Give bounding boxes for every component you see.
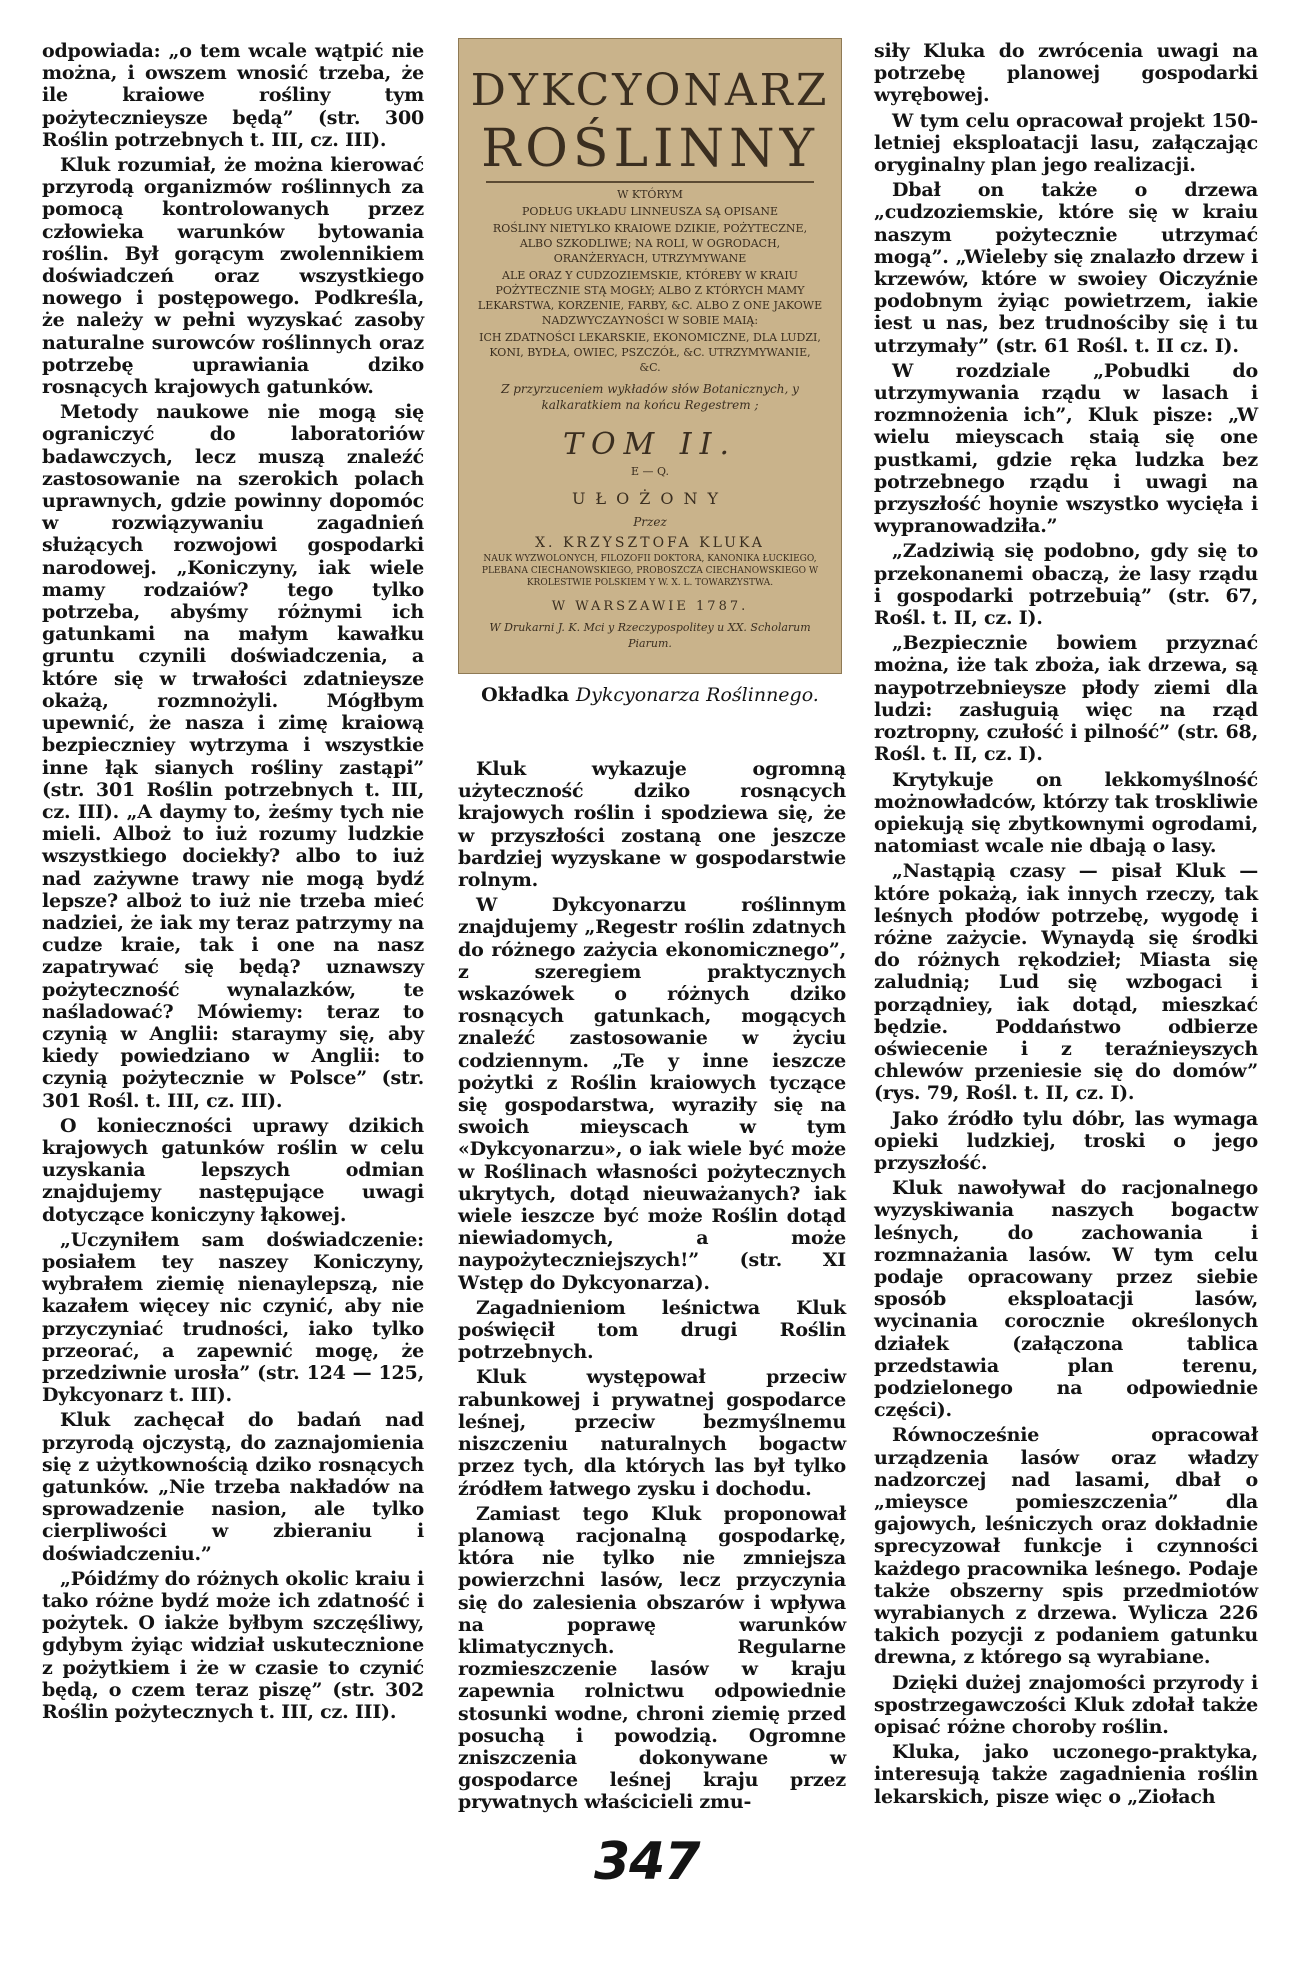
cover-author-titles: NAUK WYZWOLONYCH, FILOZOFII DOKTORA, KANONIKA ŁUCKIEGO, PLEBANA CIECHANOWSKIEGO, PROBOSZCZA CIECHANOWSKIEGO W KROLESTWIE POLSKIEM Y W. X. L. TOWARZYSTWA. <box>481 554 819 588</box>
cover-title-2: ROŚLINNY <box>481 119 819 179</box>
paragraph: Kluk występował przeciw rabunkowej i prywatnej gospodarce leśnej, przeciw bezmyślnemu niszczeniu naturalnych bogactw przez tych, dla których las był tylko źródłem łatwego zysku i dochodu. <box>458 1366 846 1500</box>
cover-line: Z przyrzuceniem wykładów słów Botanicznych, y kalkaratkiem na końcu Regestrem ; <box>501 382 799 412</box>
paragraph: Dbał on także o drzewa „cudzoziemskie, które się w kraiu naszym pożytecznie utrzymać mogą”. „Wieleby się znalazło drzew i krzewów, które w swoiey Oiczyźnie podobnym żyiąc powietrzem, iakie iest u nas, bez trudnościby się i tu utrzymały” (str. 61 Rośl. t. II cz. I). <box>874 179 1258 357</box>
paragraph: Kluk wykazuje ogromną użyteczność dziko rosnących krajowych roślin i spodziewa się, że w przyszłości zostaną one jeszcze bardziej wyzyskane w gospodarstwie rolnym. <box>458 758 846 892</box>
paragraph: „Zadziwią się podobno, gdy się to przekonanemi obaczą, że lasy rządu i gospodarki potrzebuią” (str. 67, Rośl. t. II, cz. I). <box>874 540 1258 630</box>
paragraph: Zamiast tego Kluk proponował planową racjonalną gospodarkę, która nie tylko nie zmniejsza powierzchni lasów, lecz przyczynia się do zalesienia obszarów i wpływa na poprawę warunków klimatycznych. Regularne rozmieszczenie lasów w kraju zapewnia rolnictwu odpowiednie stosunki wodne, chroni ziemię przed posuchą i powodzią. Ogromne zniszczenia dokonywane w gospodarce leśnej kraju przez prywatnych właścicieli zmu- <box>458 1502 846 1814</box>
cover-przez: Przez <box>633 515 667 529</box>
paragraph: „Uczyniłem sam doświadczenie: posiałem tey naszey Koniczyny, wybrałem ziemię nienaylepszą, nie kazałem więcey nic czynić, aby nie przyczyniać trudności, iako tylko przeorać, a zapewnić mogę, że przedziwnie urosła” (str. 124 — 125, Dykcyonarz t. III). <box>42 1228 424 1407</box>
image-caption <box>458 684 842 707</box>
cover-line: ROŚLINY NIETYLKO KRAIOWE DZIKIE, POŻYTECZNE, ALBO SZKODLIWE; NA ROLI, W OGRODACH, ORANŻERYACH, UTRZYMYWANE <box>492 222 808 265</box>
paragraph: Zagadnieniom leśnictwa Kluk poświęcił tom drugi Roślin potrzebnych. <box>458 1296 846 1364</box>
paragraph: Kluk zachęcał do badań nad przyrodą ojczystą, do zaznajomienia się z użytkownością dziko rosnących gatunków. „Nie trzeba nakładów na sprowadzenie nasion, ale tylko cierpliwości w zbieraniu i doświadczeniu.” <box>42 1409 424 1565</box>
cover-line: ICH ZDATNOŚCI LEKARSKIE, EKONOMICZNE, DLA LUDZI, KONI, BYDŁA, OWIEC, PSZCZÓŁ, &C. UTRZYMYWANIE, &C. <box>479 331 821 374</box>
paragraph: W rozdziale „Pobudki do utrzymywania rządu w lasach i rozmnożenia ich”, Kluk pisze: „W wielu mieyscach staią się one pustkami, gdzie ręka ludzka bez potrzebnego rządu i uwagi na przyszłość hoynie wszystko wycięła i wypranowadziła.” <box>874 359 1258 538</box>
paragraph: siły Kluka do zwrócenia uwagi na potrzebę planowej gospodarki wyrębowej. <box>874 40 1258 107</box>
cover-ulozony: UŁOŻONY <box>571 489 729 508</box>
cover-volume: TOM II. <box>562 427 738 462</box>
paragraph: O konieczności uprawy dzikich krajowych gatunków roślin w celu uzyskania lepszych odmian znajdujemy następujące uwagi dotyczące koniczyny łąkowej. <box>42 1114 424 1226</box>
cover-line: PODŁUG UKŁADU LINNEUSZA SĄ OPISANE <box>521 205 779 218</box>
cover-author: X. KRZYSZTOFA KLUKA <box>535 535 765 551</box>
paragraph: Jako źródło tylu dóbr, las wymaga opieki ludzkiej, troski o jego przyszłość. <box>874 1107 1258 1174</box>
caption-italic: Dykcyonarza Roślinnego. <box>575 684 819 706</box>
cover-line: ALE ORAZ Y CUDZOZIEMSKIE, KTÓREBY W KRAIU POŻYTECZNIE STĄ MOGŁY; ALBO Z KTÓRYCH MAMY LEKARSTWA, KORZENIE, FARBY, &C. ALBO Z ONE JAKOWE NADZWYCZAYNOŚCI W SOBIE MAIĄ: <box>477 269 823 327</box>
cover-printer: W Drukarni J. K. Mci y Rzeczypospolitey u XX. Scholarum Piarum. <box>489 621 811 650</box>
paragraph: „Nastąpią czasy — pisał Kluk — które pokażą, iak innych rzeczy, tak leśnych płodów potrzebę, wygodę i różne zażycie. Wynaydą się środki do różnych rękodzieł; Miasta się zaludnią; Lud się wzbogaci i porządniey, iak dotąd, mieszkać będzie. Poddaństwo odbierze oświecenie i z teraźnieyszych chlewów przeniesie się do domów” (rys. 79, Rośl. t. II, cz. I). <box>874 860 1258 1105</box>
cover-place: W WARSZAWIE 1787. <box>551 599 749 614</box>
left-column <box>42 40 424 1726</box>
book-cover-image <box>458 38 842 674</box>
paragraph: odpowiada: „o tem wcale wątpić nie można, i owszem wnosić trzeba, że ile kraiowe rośliny tym pożytecznieysze będą” (str. 300 Roślin potrzebnych t. III, cz. III). <box>42 40 424 151</box>
cover-title-1: DYKCYONARZ <box>470 65 830 116</box>
paragraph: Metody naukowe nie mogą się ograniczyć do laboratoriów badawczych, lecz muszą znaleźć zastosowanie na szerokich polach uprawnych, gdzie powinny dopomóc w rozwiązywaniu zagadnień służących rozwojowi gospodarki narodowej. „Koniczyny, iak wiele mamy rodzaiów? tego tylko potrzeba, abyśmy różnymi ich gatunkami na małym kawałku gruntu czynili doświadczenia, a które się w trwałości zdatnieysze okażą, rozmnożyli. Mógłbym upewnić, że nasza i zimę kraiową bezpieczniey wytrzyma i wszystkie inne łąk sianych rośliny zastąpi” (str. 301 Roślin potrzebnych t. III, cz. III). „A daymy to, żeśmy tych nie mieli. Alboż to iuż rozumy ludzkie wszystkiego dociekły? albo to iuż nad zażywne trawy nie mogą bydź lepsze? alboż to iuż nie trzeba mieć nadziei, że iak my teraz patrzymy na cudze kraie, tak i one na nasz zapatrywać się będą? uznawszy pożyteczność wynalazków, te naśladować? Mówiemy: teraz to czynią w Anglii: staraymy się, aby kiedy powiedziano w Anglii: to czynią pożytecznie w Polsce” (str. 301 Rośl. t. III, cz. III). <box>42 401 424 1112</box>
paragraph: „Póidźmy do różnych okolic kraiu i tako różne bydź może ich zdatność i pożytek. O iakże byłbym szczęśliwy, gdybym żyiąc widział uskutecznione z pożytkiem i że w czasie to czynić będą, o czem teraz piszę” (str. 302 Roślin pożytecznych t. III, cz. III). <box>42 1567 425 1724</box>
page-number: 347 <box>594 1832 700 1892</box>
paragraph: Kluka, jako uczonego-praktyka, interesują także zagadnienia roślin lekarskich, pisze więc o „Ziołach <box>874 1741 1258 1808</box>
cover-range: E — Q. <box>631 465 669 478</box>
paragraph: Kluk nawoływał do racjonalnego wyzyskiwania naszych bogactw leśnych, do zachowania i rozmnażania lasów. W tym celu podaje opracowany przez siebie sposób eksploatacji lasów, wycinania corocznie określonych działek (załączona tablica przedstawia plan terenu, podzielonego na odpowiednie części). <box>874 1177 1258 1422</box>
paragraph: Równocześnie opracował urządzenia lasów oraz władzy nadzorczej nad lasami, dbał o „mieysce pomieszczenia” dla gajowych, leśniczych oraz dokładnie sprecyzował funkcje i czynności każdego pracownika leśnego. Podaje także obszerny spis przedmiotów wyrabianych z drzewa. Wylicza 226 takich pozycji z podaniem gatunku drewna, z którego są wyrabiane. <box>874 1424 1258 1669</box>
middle-column <box>458 758 846 1817</box>
paragraph: W tym celu opracował projekt 150-letniej eksploatacji lasu, załączając oryginalny plan jego realizacji. <box>874 109 1258 177</box>
cover-line: W KTÓRYM <box>617 188 683 201</box>
paragraph: Dzięki dużej znajomości przyrody i spostrzegawczości Kluk zdołał także opisać różne choroby roślin. <box>874 1671 1258 1739</box>
caption-bold: Okładka <box>481 684 570 706</box>
paragraph: W Dykcyonarzu roślinnym znajdujemy „Regestr roślin zdatnych do różnego zażycia ekonomicznego”, z szeregiem praktycznych wskazówek o różnych dziko rosnących gatunkach, mogących znaleźć zastosowanie w życiu codziennym. „Te y inne ieszcze pożytki z Roślin kraiowych tyczące się gospodarstwa, wyraziły się na swoich mieyscach w tym «Dykcyonarzu», o iak wiele być może w Roślinach własności pożytecznych ukrytych, dotąd nieuważanych? iak wiele ieszcze być może Roślin dotąd niewiadomych, a może naypożyteczniejszych!” (str. XI Wstęp do Dykcyonarza). <box>458 894 846 1294</box>
paragraph: „Bezpiecznie bowiem przyznać można, iże tak zboża, iak drzewa, są naypotrzebnieysze płody ziemi dla ludzi: zasługuią więc na rząd roztropny, czułość i pilność” (str. 68, Rośl. t. II, cz. I). <box>874 632 1258 766</box>
cover-rule <box>486 181 815 183</box>
paragraph: Kluk rozumiał, że można kierować przyrodą organizmów roślinnych za pomocą kontrolowanych przez człowieka warunków bytowania roślin. Był gorącym zwolennikiem doświadczeń oraz wszystkiego nowego i postępowego. Podkreśla, że należy w pełni wyzyskać zasoby naturalne surowców roślinnych oraz potrzebę uprawiania dziko rosnących krajowych gatunków. <box>42 154 424 399</box>
paragraph: Krytykuje on lekkomyślność możnowładców, którzy tak troskliwie opiekują się zbytkownymi ogrodami, natomiast wcale nie dbają o lasy. <box>874 768 1258 858</box>
right-column <box>874 40 1258 1811</box>
